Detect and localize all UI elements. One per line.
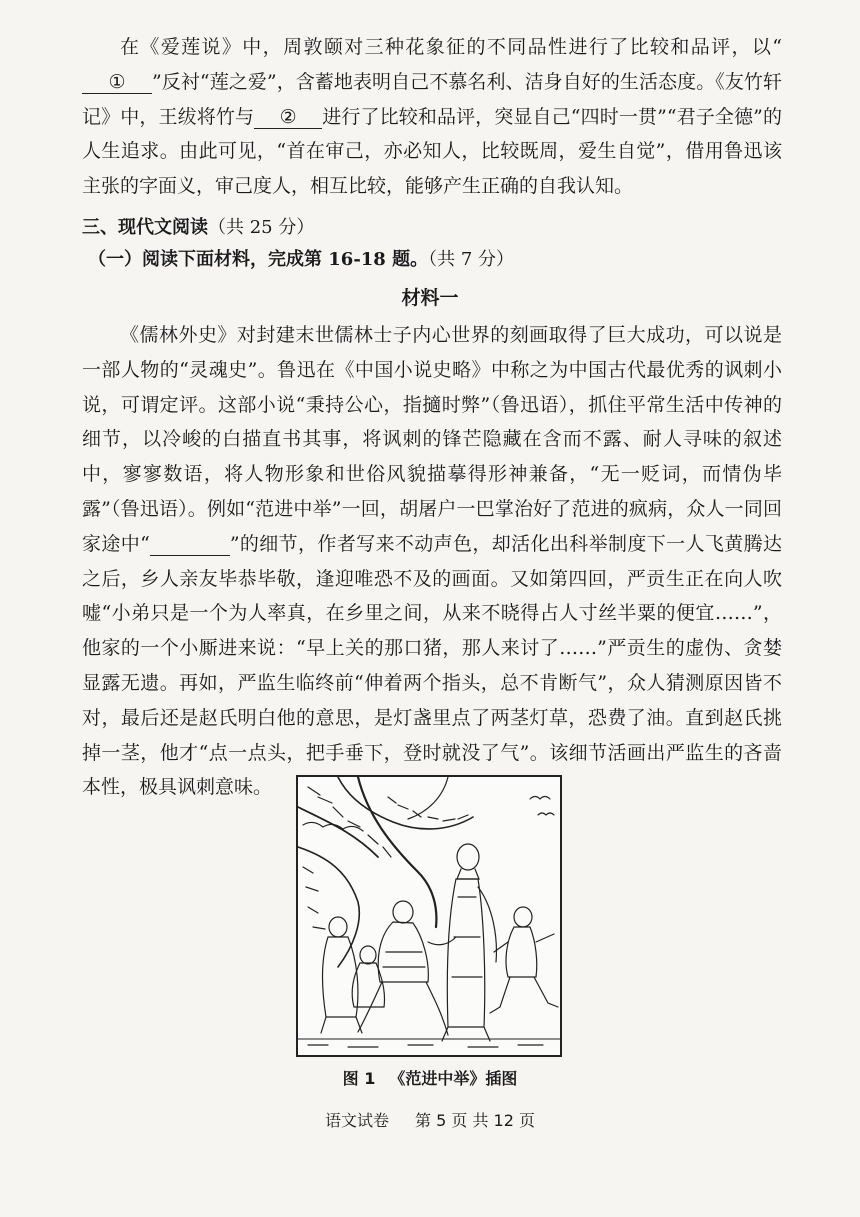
illustration-figure — [296, 775, 562, 1057]
intro-paragraph — [82, 30, 782, 204]
intro-text-3: 进行了比较和品评，突显自己“四时一贯”“君子全德”的人生追求。由此可见，“首在审己，亦必知人，比较既周，爱生自觉”，借用鲁迅该主张的字面义，审己度人，相互比较，能够产生正确的自我认知。 — [82, 105, 782, 198]
material-text-1: 《儒林外史》对封建末世儒林士子内心世界的刻画取得了巨大成功，可以说是一部人物的“灵魂史”。鲁迅在《中国小说史略》中称之为中国古代最优秀的讽刺小说，可谓定评。这部小说“秉持公心，指擿时弊”（鲁迅语），抓住平常生活中传神的细节，以冷峻的白描直书其事，将讽刺的锋芒隐藏在含而不露、耐人寻味的叙述中，寥寥数语，将人物形象和世俗风貌描摹得形神兼备，“无一贬词，而情伪毕露”（鲁迅语）。例如“范进中举”一回，胡屠户一巴掌治好了范进的疯病，众人一同回家途中“ — [82, 324, 782, 555]
material-text-2: ”的细节，作者写来不动声色，却活化出科举制度下一人飞黄腾达之后，乡人亲友毕恭毕敬，逢迎唯恐不及的画面。又如第四回，严贡生正在向人吹嘘“小弟只是一个为人率真，在乡里之间，从来不晓得占人寸丝半粟的便宜……”，他家的一个小厮进来说：“早上关的那口猪，那人来讨了……”严贡生的虚伪、贪婪显露无遗。再如，严监生临终前“伸着两个指头，总不肯断气”，众人猜测原因皆不对，最后还是赵氏明白他的意思，是灯盏里点了两茎灯草，恐费了油。直到赵氏挑掉一茎，他才“点一点头，把手垂下，登时就没了气”。该细节活画出严监生的吝啬本性，极具讽刺意味。 — [82, 532, 783, 799]
material-title: 材料一 — [401, 287, 459, 309]
section-score: （共 25 分） — [208, 217, 315, 238]
page-footer — [0, 1108, 860, 1134]
intro-text-1: 在《爱莲说》中，周敦颐对三种花象征的不同品性进行了比较和品评，以“ — [120, 36, 782, 58]
figure-caption-text: 《范进中举》插图 — [389, 1069, 518, 1088]
subsection-score: （共 7 分） — [428, 249, 515, 270]
footer-page-number: 第 5 页 共 12 页 — [415, 1111, 535, 1130]
woodcut-illustration — [298, 777, 560, 1055]
material-blank — [150, 533, 230, 556]
intro-text-2: ”反衬“莲之爱”，含蓄地表明自己不慕名利、洁身自好的生活态度。《友竹轩记》中，王绂将竹与 — [82, 70, 782, 128]
answer-blank-1: ① — [82, 71, 152, 94]
section-title: 三、现代文阅读 — [82, 217, 208, 238]
subsection-title: （一）阅读下面材料，完成第 16-18 题。 — [88, 249, 429, 270]
footer-subject: 语文试卷 — [325, 1111, 390, 1130]
figure-label: 图 1 — [342, 1069, 376, 1088]
answer-blank-2: ② — [254, 106, 322, 129]
section-heading — [82, 213, 314, 243]
material-paragraph — [82, 318, 782, 805]
subsection-heading — [88, 245, 514, 275]
figure-caption — [0, 1066, 860, 1092]
